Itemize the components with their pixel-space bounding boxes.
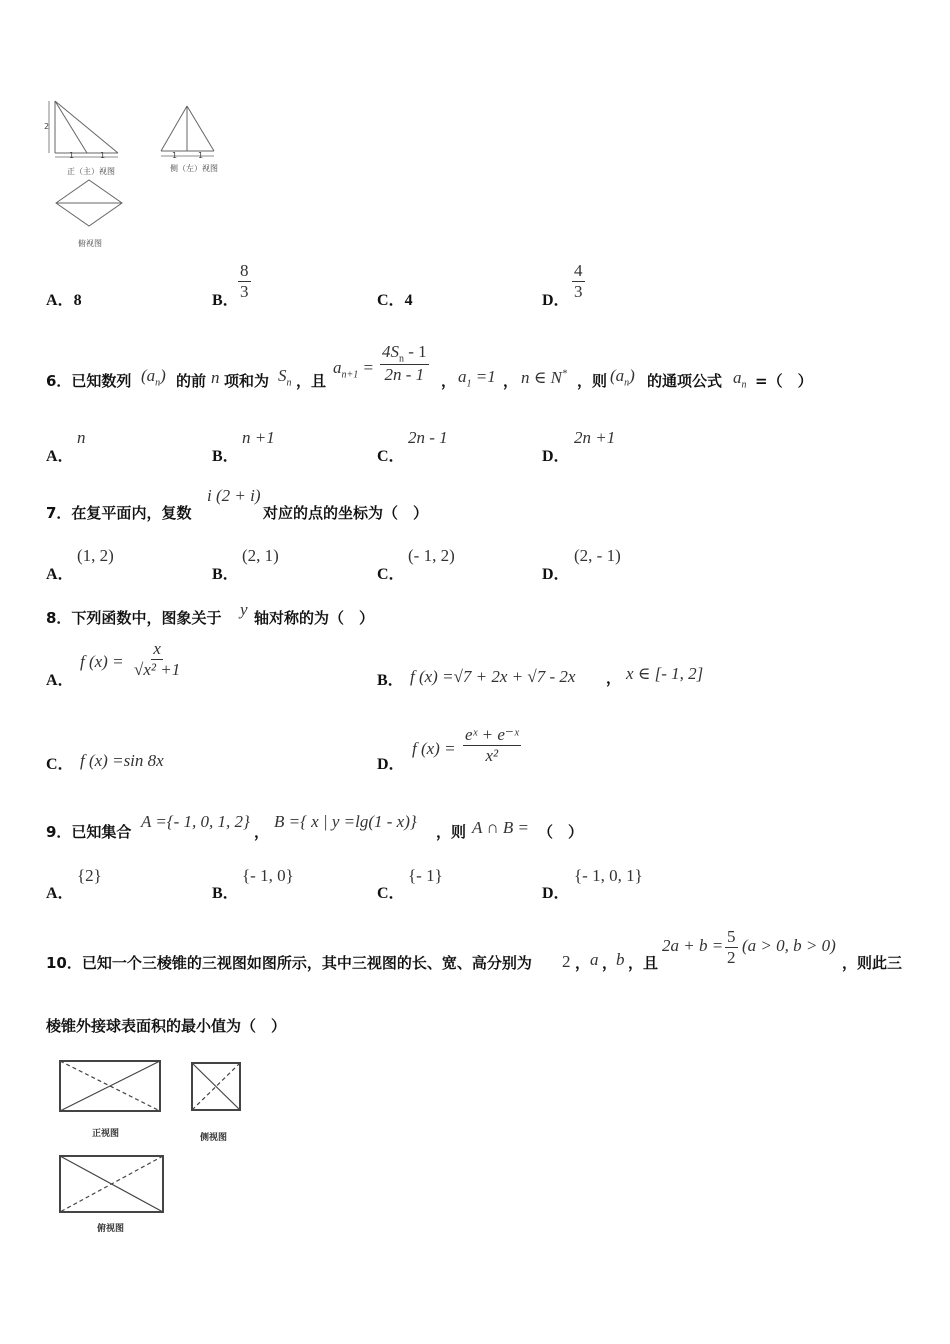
q9-option-b-label[interactable]: B． (212, 885, 239, 902)
q6-option-c-value: 2n - 1 (408, 428, 448, 447)
q8-text-1: 8．下列函数中，图象关于 (46, 609, 222, 627)
q5-option-b-label[interactable]: B． (212, 292, 239, 309)
q6-recurrence-lhs: $a_{n+1}$ = (333, 358, 374, 381)
q10-text-1: 10．已知一个三棱锥的三视图如图所示，其中三视图的长、宽、高分别为 (46, 954, 532, 972)
q10-front-view (60, 1061, 160, 1111)
q9-intersection: A ∩ B = (472, 818, 529, 837)
q10-top-view (60, 1156, 163, 1212)
q10-condition-fraction: $\frac{5}{2}$ (727, 927, 736, 967)
q10-text-2: ，则此三 (842, 954, 903, 972)
q8-option-c-expression: f (x) =sin 8x (80, 751, 164, 770)
q7-option-a-label[interactable]: A． (46, 566, 74, 583)
q9-option-d-label[interactable]: D． (542, 885, 570, 902)
q10-text-and: ，且 (628, 954, 659, 972)
q7-option-b-value: (2, 1) (242, 546, 279, 565)
q6-recurrence-fraction: $\frac{4S_n - 1}{2n - 1}$ (382, 342, 427, 385)
q6-text-3: 项和为 (224, 372, 270, 390)
q10-b: b (616, 950, 625, 969)
q5-top-view (56, 180, 122, 226)
q5-front-view (49, 101, 118, 157)
q5-option-b-fraction: $\frac{8}{3}$ (240, 261, 249, 301)
q10-comma-1: ， (575, 954, 591, 972)
q8-option-a-lhs: f (x) = (80, 652, 124, 671)
q8-text-2: 轴对称的为（ ） (254, 609, 375, 627)
q9-paren: （ ） (538, 823, 584, 841)
q6-a1: $a_1 =1$ (458, 367, 496, 390)
q10-side-view-label: 侧视图 (200, 1133, 228, 1143)
q7-text-1: 7．在复平面内，复数 (46, 504, 192, 522)
q5-dim-side-left: 1 (172, 151, 178, 160)
q6-sum: $S_n$ (278, 366, 292, 389)
q6-seq: $(a_n)$ (141, 366, 166, 389)
q8-option-d-label[interactable]: D． (377, 756, 405, 773)
q9-set-a: A ={- 1, 0, 1, 2} (141, 812, 250, 831)
q9-option-b-value: {- 1, 0} (242, 866, 294, 885)
q9-text-3: ，则 (436, 823, 467, 841)
q7-option-d-label[interactable]: D． (542, 566, 570, 583)
q9-set-b: B ={ x | y =lg(1 - x)} (274, 812, 417, 831)
q6-option-b-label[interactable]: B． (212, 448, 239, 465)
q6-text-1: 6．已知数列 (46, 372, 132, 390)
q5-dim-front-left: 1 (69, 151, 75, 160)
q5-side-view-label: 侧（左）视图 (170, 164, 218, 173)
q8-option-d-fraction: $\frac{\text{eˣ + e⁻ˣ}}{\text{x²}}$ (465, 725, 519, 765)
q8-option-a-fraction: $\frac{x}{\text{√x² +1}}$ (134, 639, 181, 679)
q6-seq-2: $(a_n)$ (610, 366, 635, 389)
q5-option-d-fraction: $\frac{4}{3}$ (574, 261, 583, 301)
q10-front-view-label: 正视图 (92, 1129, 120, 1139)
q7-expression: i (2 + i) (207, 486, 261, 505)
q10-three-view-figure (55, 1055, 255, 1240)
q6-option-a-label[interactable]: A． (46, 448, 74, 465)
q5-dim-height: 2 (44, 122, 50, 131)
q6-paren: =（ ） (755, 372, 813, 390)
q9-option-a-label[interactable]: A． (46, 885, 74, 902)
q10-condition-lhs: 2a + b = (662, 936, 724, 955)
q9-text-1: 9．已知集合 (46, 823, 132, 841)
q8-option-c-label[interactable]: C． (46, 756, 74, 773)
q5-side-view (161, 106, 214, 156)
q5-dim-front-right: 1 (100, 151, 106, 160)
q8-option-b-expression: f (x) =√7 + 2x + √7 - 2x (410, 667, 576, 686)
q9-option-c-label[interactable]: C． (377, 885, 405, 902)
q8-y: y (240, 600, 248, 619)
q10-condition-rhs: (a > 0, b > 0) (742, 936, 836, 955)
q10-top-view-label: 俯视图 (97, 1224, 125, 1234)
q10-text-line2: 棱锥外接球表面积的最小值为（ ） (46, 1017, 287, 1035)
q5-option-d-label[interactable]: D． (542, 292, 570, 309)
q6-n-in-N: n ∈ N* (521, 368, 567, 387)
q6-n: n (211, 368, 220, 387)
q7-option-d-value: (2, - 1) (574, 546, 621, 565)
q6-an: $a_n$ (733, 368, 747, 391)
q6-option-d-label[interactable]: D． (542, 448, 570, 465)
q6-option-b-value: n +1 (242, 428, 275, 447)
q5-dim-side-right: 1 (198, 151, 204, 160)
q7-option-a-value: (1, 2) (77, 546, 114, 565)
q9-text-2: ， (254, 823, 270, 841)
q10-side-view (192, 1063, 240, 1110)
q6-text-4: ，且 (296, 372, 327, 390)
q7-option-c-value: (- 1, 2) (408, 546, 455, 565)
q6-option-d-value: 2n +1 (574, 428, 616, 447)
q7-text-2: 对应的点的坐标为（ ） (263, 504, 429, 522)
q7-option-c-label[interactable]: C． (377, 566, 405, 583)
q8-option-b-domain: x ∈ [- 1, 2] (626, 664, 704, 683)
q6-option-a-value: n (77, 428, 86, 447)
q5-front-view-label: 正（主）视图 (67, 167, 115, 176)
q10-a: a (590, 950, 599, 969)
q5-top-view-label: 俯视图 (78, 239, 102, 248)
q10-comma-2: ， (602, 954, 618, 972)
q6-option-c-label[interactable]: C． (377, 448, 405, 465)
q9-option-a-value: {2} (77, 866, 102, 885)
q8-option-a-label[interactable]: A． (46, 672, 74, 689)
q6-text-2: 的前 (176, 372, 207, 390)
q5-option-c[interactable]: C．4 (377, 292, 413, 309)
q6-text-8: 的通项公式 (647, 372, 723, 390)
q6-text-5: ， (441, 372, 457, 390)
q8-option-d-lhs: f (x) = (412, 739, 456, 758)
q9-option-d-value: {- 1, 0, 1} (574, 866, 643, 885)
q8-option-b-sep: ， (606, 669, 622, 687)
q9-option-c-value: {- 1} (408, 866, 443, 885)
q8-option-b-label[interactable]: B． (377, 672, 404, 689)
q5-option-a[interactable]: A．8 (46, 292, 82, 309)
q10-length: 2 (562, 952, 571, 971)
q6-text-7: ，则 (577, 372, 608, 390)
q6-text-6: ， (503, 372, 519, 390)
q7-option-b-label[interactable]: B． (212, 566, 239, 583)
